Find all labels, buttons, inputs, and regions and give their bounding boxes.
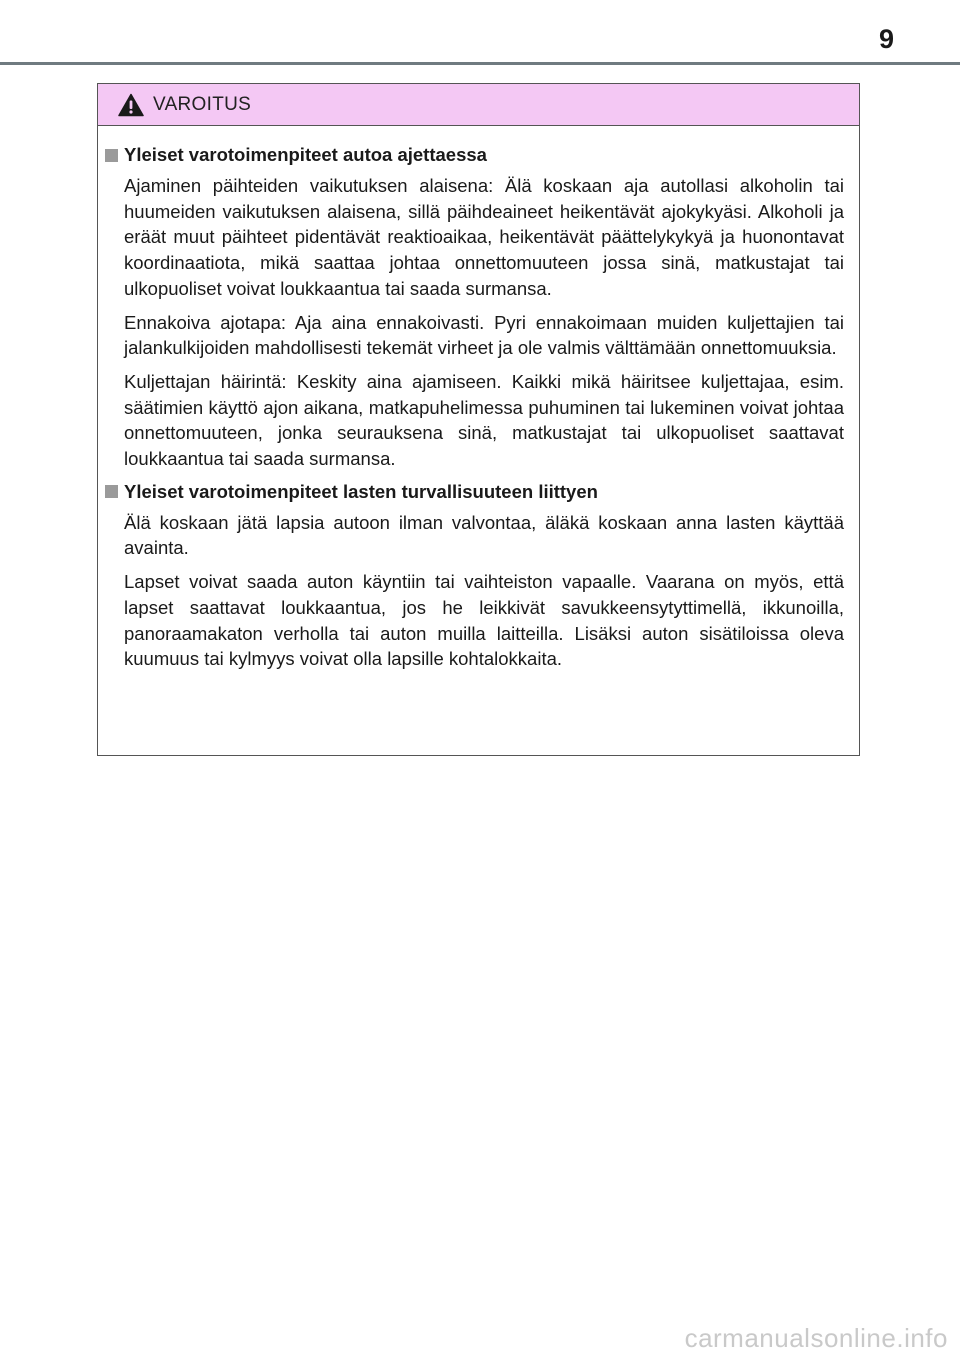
- warning-title: VAROITUS: [153, 93, 252, 115]
- paragraph-intoxication: Ajaminen päihteiden vaikutuksen alaisena: Älä koskaan aja autollasi alkoholin tai huumeiden vaikutuksen alaisena, sillä päihdeaineet heikentävät ajokykyäsi. Alkoholi ja eräät muut päihteet pidentävät reaktioaikaa, heikentävät päättelykykyä ja huonontavat koordinaatiota, mikä saattaa johtaa onnettomuuteen jossa sinä, matkustajat tai ulkopuoliset voivat loukkaantua tai saada surmansa.: [124, 175, 844, 299]
- section-heading-text: Yleiset varotoimenpiteet lasten turvallisuuteen liittyen: [124, 480, 598, 502]
- section-heading-text: Yleiset varotoimenpiteet autoa ajettaessa: [124, 144, 487, 165]
- warning-box: [97, 83, 860, 756]
- square-bullet-icon: [105, 485, 118, 498]
- paragraph-defensive-driving: Ennakoiva ajotapa: Aja aina ennakoivasti. Pyri ennakoimaan muiden kuljettajien tai jalankulkijoiden mahdollisesti tekemät virheet ja ole valmis välttämään onnettomuuksia.: [124, 311, 844, 359]
- header-rule: [0, 62, 960, 65]
- warning-triangle-icon: [118, 93, 144, 117]
- paragraph-child-hazards: Lapset voivat saada auton käyntiin tai vaihteiston vapaalle. Vaarana on myös, että lapset saattavat loukkaantua, jos he leikkivät savukkeensytyttimellä, ikkunoilla, panoraamakaton verholla tai auton muilla laitteilla. Lisäksi auton sisätiloissa oleva kuumuus tai kylmyys voivat olla lapsille kohtalokkaita.: [124, 571, 844, 670]
- square-bullet-icon: [105, 149, 118, 162]
- watermark: carmanualsonline.info: [684, 1323, 948, 1353]
- section-child-safety: [105, 480, 844, 672]
- section-driving-precautions: [105, 143, 844, 472]
- paragraph-unattended-children: Älä koskaan jätä lapsia autoon ilman valvontaa, äläkä koskaan anna lasten käyttää avainta.: [124, 511, 844, 559]
- section-heading: [105, 143, 844, 167]
- section-heading: [105, 480, 844, 504]
- warning-content: [98, 126, 859, 672]
- warning-header: [98, 84, 859, 126]
- page-number: 9: [878, 24, 894, 54]
- paragraph-driver-distraction: Kuljettajan häirintä: Keskity aina ajamiseen. Kaikki mikä häiritsee kuljettajaa, esim. säätimien käyttö ajon aikana, matkapuhelimessa puhuminen tai lukeminen voivat johtaa onnettomuuteen, jonka seurauksena sinä, matkustajat tai ulkopuoliset saattavat loukkaantua tai saada surmansa.: [124, 370, 844, 470]
